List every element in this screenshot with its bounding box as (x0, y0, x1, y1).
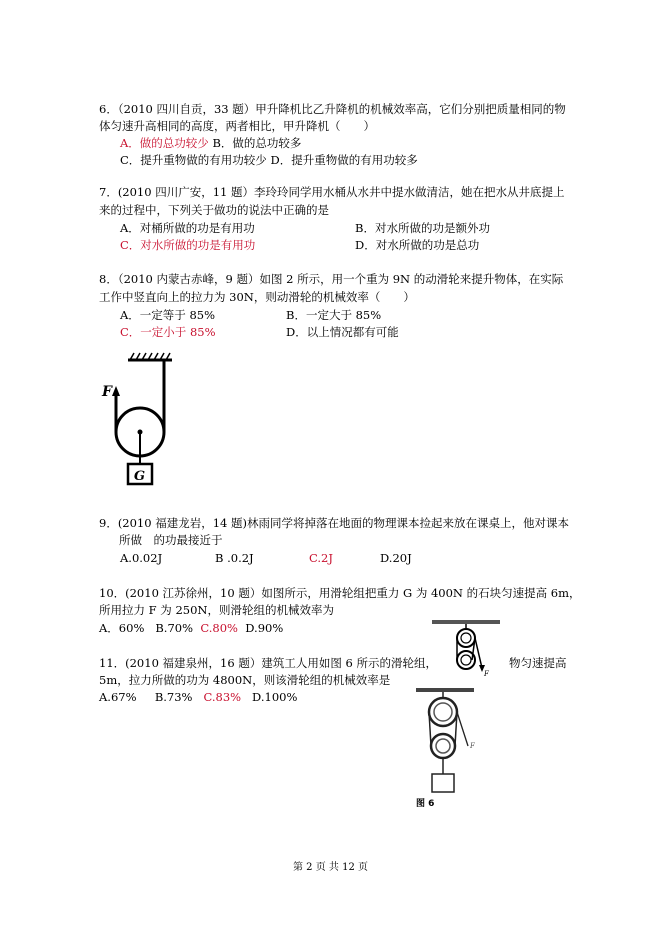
q7-option-d: D．对水所做的功是总功 (355, 238, 480, 252)
q6-option-a: A．做的总功较少 (120, 136, 209, 150)
movable-pulley-figure (100, 350, 190, 490)
q10-option-c: C.80% (200, 621, 238, 635)
q8-option-b: B．一定大于 85% (286, 308, 382, 322)
q7-option-a: A．对桶所做的功是有用功 (120, 221, 255, 235)
q6-option-d: D．提升重物做的有用功较多 (270, 153, 418, 167)
q10-fig-force-label: F (484, 670, 489, 678)
q6-stem-line2: 体匀速升高相同的高度，两者相比，甲升降机（ ） (99, 119, 375, 133)
q8-option-c: C．一定小于 85% (120, 325, 216, 339)
q11-option-b: B.73% (154, 690, 193, 704)
q11-options-row (99, 690, 297, 704)
q7-stem-line1: 7．(2010 四川广安，11 题）李玲玲同学用水桶从水井中提水做清洁，她在把水从井底提上 (99, 185, 565, 199)
q11-stem-line1a: 11．(2010 福建泉州，16 题）建筑工人用如图 6 所示的滑轮组， (99, 656, 437, 670)
q7-option-c: C．对水所做的功是有用功 (120, 238, 256, 252)
fig6-caption: 图 6 (416, 799, 435, 809)
q6-option-b: B．做的总功较多 (212, 136, 302, 150)
q9-option-d: D.20J (380, 551, 412, 565)
q9-option-c: C.2J (309, 551, 333, 565)
fig2-force-label: F (102, 384, 112, 400)
q10-option-d: D.90% (245, 621, 284, 635)
fig6-force-label: F (470, 742, 475, 750)
q6-option-c: C．提升重物做的有用功较少 (120, 153, 267, 167)
q6-options-row2 (120, 153, 418, 167)
q11-stem-line1b: 物匀速提高 (509, 656, 567, 670)
q6-stem-line1: 6．（2010 四川自贡，33 题）甲升降机比乙升降机的机械效率高，它们分别把质量相同的物 (99, 102, 566, 116)
fig6-pulley-system (412, 688, 480, 810)
q11-option-a: A.67% (99, 690, 137, 704)
q9-stem-line2: 所做 的功最接近于 (119, 533, 223, 547)
q11-option-c: C.83% (203, 690, 242, 704)
q7-option-b: B．对水所做的功是额外功 (355, 221, 490, 235)
q10-option-a: A．60% (99, 621, 145, 635)
q6-options-row1 (120, 136, 301, 150)
q8-stem-line2: 工作中竖直向上的拉力为 30N，则动滑轮的机械效率（ ） (99, 290, 415, 304)
q9-option-b: B .0.2J (215, 551, 254, 565)
q9-option-a: A.0.02J (120, 551, 163, 565)
q11-option-d: D.100% (252, 690, 298, 704)
q10-stem-line1: 10．(2010 江苏徐州，10 题）如图所示，用滑轮组把重力 G 为 400N 的石块匀速提高 6m， (99, 586, 581, 600)
q8-stem-line1: 8．（2010 内蒙古赤峰，9 题）如图 2 所示，用一个重为 9N 的动滑轮来提升物体，在实际 (99, 272, 564, 286)
q10-stem-line2: 所用拉力 F 为 250N，则滑轮组的机械效率为 (99, 603, 334, 617)
q10-option-b: B.70% (155, 621, 194, 635)
q8-option-a: A．一定等于 85% (120, 308, 216, 322)
fig2-weight-label: G (134, 469, 146, 484)
q10-options-row (99, 621, 283, 635)
q11-stem-line2: 5m，拉力所做的功为 4800N，则该滑轮组的机械效率是 (99, 673, 391, 687)
q8-option-d: D．以上情况都有可能 (286, 325, 399, 339)
q7-stem-line2: 来的过程中，下列关于做功的说法中正确的是 (99, 203, 329, 217)
page-number-footer: 第 2 页 共 12 页 (293, 862, 368, 873)
q9-stem-line1: 9．(2010 福建龙岩，14 题)林雨同学将掉落在地面的物理课本捡起来放在课桌上，他对课本 (99, 516, 569, 530)
q10-pulley-figure (432, 618, 502, 680)
